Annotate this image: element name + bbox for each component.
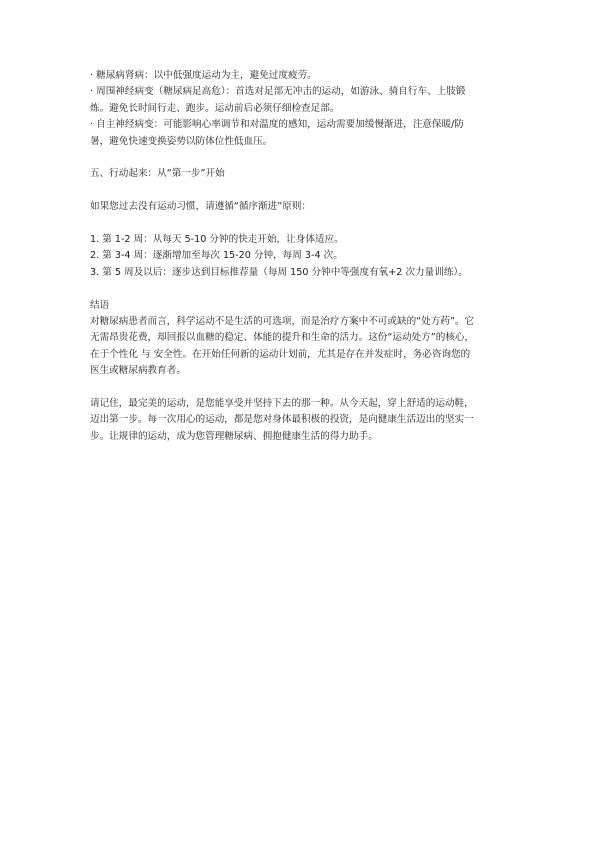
- paragraph-line: 无需昂贵花费，却回报以血糖的稳定、体能的提升和生命的活力。这份“运动处方”的核心，: [90, 332, 475, 344]
- document-body: [90, 68, 510, 445]
- complication-bullet-list: [90, 68, 510, 150]
- step-item: 2. 第 3-4 周：逐渐增加至每次 15-20 分钟，每周 3-4 次。: [90, 250, 343, 262]
- paragraph-line: 在于个性化 与 安全性。在开始任何新的运动计划前，尤其是存在并发症时，务必咨询您的: [90, 348, 471, 360]
- bullet-neuropathy-line1: · 周围神经病变（糖尿病足高危）：首选对足部无冲击的运动，如游泳、骑自行车、上肢锻: [90, 86, 466, 98]
- step-list: [90, 232, 510, 281]
- conclusion-paragraph-1: [90, 314, 510, 380]
- paragraph-line: 迈出第一步。每一次用心的运动，都是您对身体最积极的投资，是向健康生活迈出的坚实一: [90, 414, 474, 426]
- spacer: [90, 281, 510, 297]
- spacer: [90, 380, 510, 396]
- bullet-autonomic-line1: · 自主神经病变：可能影响心率调节和对温度的感知，运动需要加缓慢渐进，注意保暖/防: [90, 119, 464, 131]
- spacer: [90, 216, 510, 232]
- conclusion-heading: 结语: [90, 299, 110, 311]
- spacer: [90, 150, 510, 166]
- step-item: 3. 第 5 周及以后：逐步达到目标推荐量（每周 150 分钟中等强度有氧+2 次力量训练）。: [90, 266, 468, 278]
- bullet-neuropathy-line2: 炼。避免长时间行走、跑步。运动前后必须仔细检查足部。: [90, 102, 340, 114]
- paragraph-line: 请记住，最完美的运动，是您能享受并坚持下去的那一种。从今天起，穿上舒适的运动鞋，: [90, 398, 474, 410]
- conclusion-paragraph-2: [90, 396, 510, 445]
- spacer: [90, 183, 510, 199]
- bullet-autonomic-line2: 暑，避免快速变换姿势以防体位性低血压。: [90, 135, 273, 147]
- section-heading: 五、行动起来：从“第一步”开始: [90, 168, 225, 180]
- paragraph-line: 对糖尿病患者而言，科学运动不是生活的可选项，而是治疗方案中不可或缺的“处方药”。它: [90, 316, 475, 328]
- section-intro: 如果您过去没有运动习惯，请遵循“循序渐进”原则：: [90, 201, 312, 213]
- paragraph-line: 医生或糖尿病教育者。: [90, 365, 186, 377]
- bullet-kidney: · 糖尿病肾病：以中低强度运动为主，避免过度疲劳。: [90, 70, 317, 81]
- step-item: 1. 第 1-2 周：从每天 5-10 分钟的快走开始，让身体适应。: [90, 234, 344, 246]
- paragraph-line: 步。让规律的运动，成为您管理糖尿病、拥抱健康生活的得力助手。: [90, 430, 378, 442]
